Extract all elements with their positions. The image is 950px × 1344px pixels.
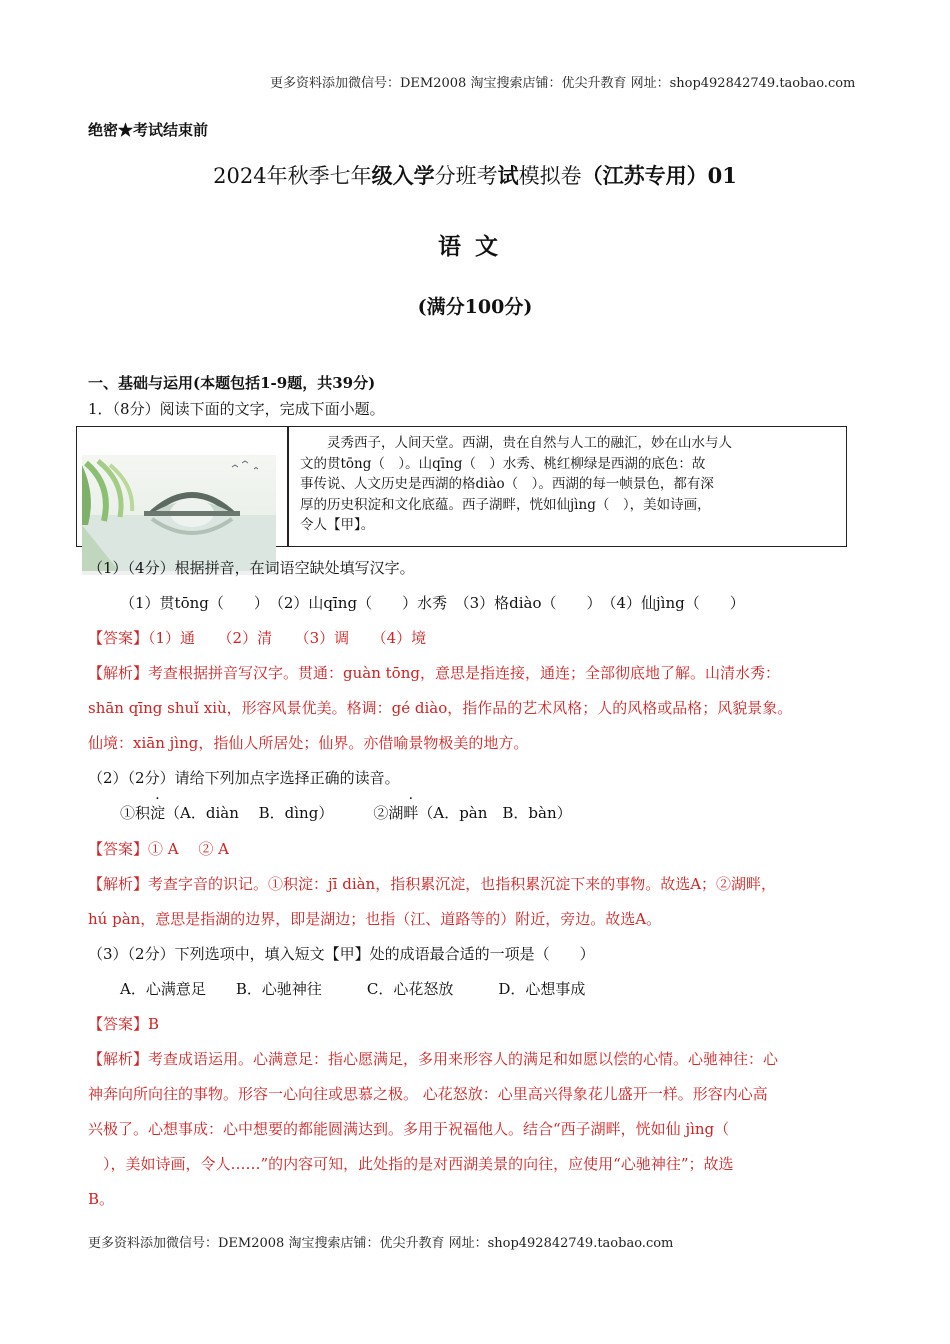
item-options: （A．pàn B．bàn）	[418, 804, 572, 822]
analysis-line: ），美如诗画，令人……”的内容可知，此处指的是对西湖美景的向往，应使用“心驰神往”；故选	[88, 1155, 734, 1173]
passage-line: 令人【甲】。	[300, 517, 375, 533]
analysis-line: 【解析】考查根据拼音写汉字。贯通：guàn tōng，意思是指连接，通连；全部彻底地了解。山清水秀：	[88, 664, 780, 682]
passage-line: 灵秀西子，人间天堂。西湖，贵在自然与人工的融汇，妙在山水与人	[327, 435, 732, 451]
subquestion-stem: （1）（4分）根据拼音，在词语空缺处填写汉字。	[88, 559, 415, 577]
answer-line: 【答案】（1）通 （2）清 （3）调 （4）境	[88, 629, 427, 647]
item-prefix: ②湖	[373, 804, 404, 822]
title-part: 级入学	[371, 163, 435, 188]
passage-indent	[300, 435, 327, 451]
passage-line: 厚的历史积淀和文化底蕴。西子湖畔，恍如仙jìng（ ），美如诗画，	[300, 496, 711, 513]
analysis-line: 仙境：xiān jìng，指仙人所居处；仙界。亦借喻景物极美的地方。	[88, 734, 529, 752]
subject-heading: 语文	[438, 233, 512, 260]
analysis-line: 【解析】考查字音的识记。①积淀：jī diàn，指积累沉淀，也指积累沉淀下来的事物。故选A；②湖畔，	[88, 875, 777, 893]
subquestion-stem: （3）（2分）下列选项中，填入短文【甲】处的成语最合适的一项是（ ）	[88, 945, 595, 963]
analysis-line: 【解析】考查成语运用。心满意足：指心愿满足，多用来形容人的满足和如愿以偿的心情。心驰神往：心	[88, 1050, 779, 1068]
title-part: 模拟卷	[518, 164, 582, 188]
title-part: （江苏专用）01	[581, 163, 737, 188]
title-part: 试	[497, 163, 519, 188]
title-part: 分班考	[434, 164, 498, 188]
title-part: 2024年秋季七年	[213, 164, 372, 188]
item-options: （A．diàn B．dìng）	[165, 804, 334, 822]
analysis-line: B。	[88, 1190, 115, 1208]
answer-line: 【答案】① A ② A	[88, 840, 229, 858]
subquestion-options: A．心满意足 B．心驰神往 C．心花怒放 D．心想事成	[120, 980, 586, 998]
subquestion-items	[120, 802, 572, 823]
document-title	[0, 160, 950, 190]
confidential-label: 绝密★考试结束前	[88, 121, 209, 139]
passage-line: 事传说、人文历史是西湖的格diào（ ）。西湖的每一帧景色，都有深	[300, 476, 714, 492]
page-footer: 更多资料添加微信号：DEM2008 淘宝搜索店铺：优尖升教育 网址：shop492842749.taobao.com	[88, 1236, 674, 1251]
analysis-line: hú pàn，意思是指湖的边界，即是湖边；也指（江、道路等的）附近，旁边。故选A。	[88, 910, 662, 928]
answer-line: 【答案】B	[88, 1015, 160, 1033]
analysis-line: 兴极了。心想事成：心中想要的都能圆满达到。多用于祝福他人。结合“西子湖畔，恍如仙 jìng（	[88, 1120, 730, 1138]
dotted-character: 畔	[403, 804, 419, 822]
item-prefix: ①积	[120, 804, 151, 822]
subquestion-stem: （2）（2分）请给下列加点字选择正确的读音。	[88, 769, 400, 787]
passage-line: 文的贯tōng（ ）。山qīng（ ）水秀、桃红柳绿是西湖的底色：故	[300, 455, 706, 472]
subquestion-items: （1）贯tōng（ ） （2）山qīng（ ）水秀 （3）格diào（ ） （4）仙jìng（ ）	[120, 594, 745, 612]
box-divider	[287, 427, 289, 546]
passage-text	[300, 433, 838, 536]
full-score: (满分100分)	[417, 296, 533, 318]
section-heading: 一、基础与运用(本题包括1-9题，共39分)	[88, 374, 376, 392]
analysis-line: shān qīng shuǐ xiù，形容风景优美。格调：gé diào，指作品的艺术风格；人的风格或品格；风貌景象。	[88, 699, 793, 717]
analysis-line: 神奔向所向往的事物。形容一心向往或思慕之极。 心花怒放：心里高兴得象花儿盛开一样。形容内心高	[88, 1085, 768, 1103]
question-stem: 1．（8分）阅读下面的文字，完成下面小题。	[88, 400, 385, 418]
dotted-character: 淀	[150, 804, 166, 822]
page-header: 更多资料添加微信号：DEM2008 淘宝搜索店铺：优尖升教育 网址：shop492842749.taobao.com	[270, 76, 856, 91]
